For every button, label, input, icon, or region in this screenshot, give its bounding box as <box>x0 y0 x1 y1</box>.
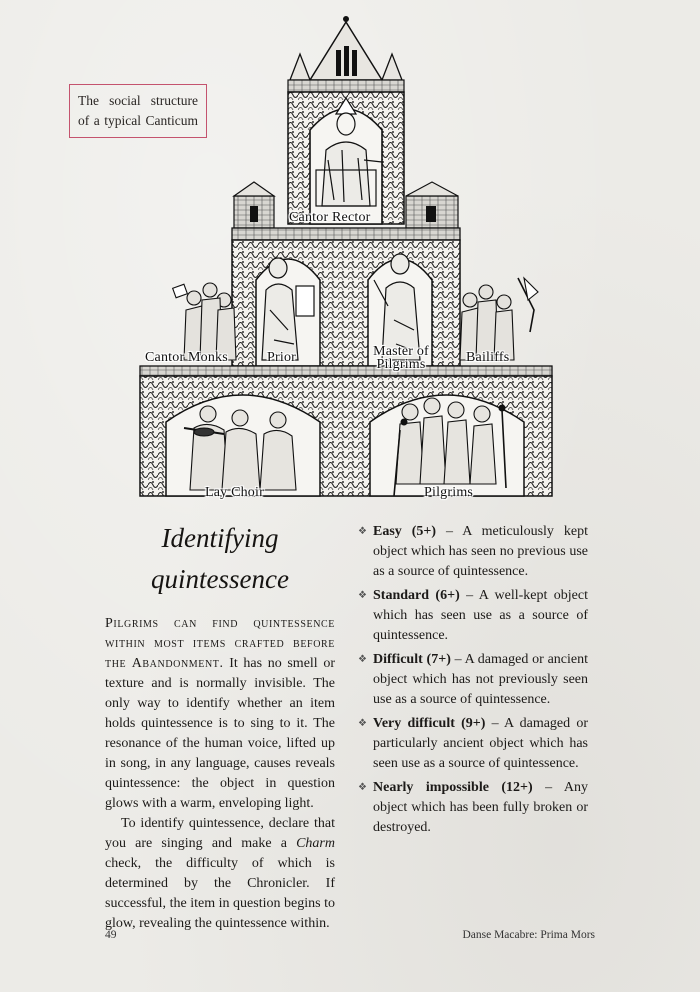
intro-lead-smallcaps: Pilgrims can find quintessence within most items crafted before the Abandonment. <box>105 616 335 671</box>
procedure-start: To identify quintessence, declare that you are singing and make a <box>105 816 335 851</box>
page-number: 49 <box>105 929 117 941</box>
right-text-column <box>358 522 588 842</box>
difficulty-list <box>358 522 588 838</box>
difficulty-item <box>358 522 588 582</box>
label-master-of-pilgrims-line1: Master of <box>373 344 429 359</box>
difficulty-text: – A damaged or particularly ancient object which has seen use as a source of quintessence. <box>373 716 589 771</box>
difficulty-label: Very difficult (9+) <box>373 716 486 731</box>
label-master-of-pilgrims <box>366 345 436 371</box>
label-prior: Prior <box>267 350 296 365</box>
difficulty-item <box>358 650 588 710</box>
charm-skill: Charm <box>296 836 335 851</box>
diamond-bullet-icon: ❖ <box>358 782 367 793</box>
figure-caption: The social structure of a typical Canticum <box>69 84 207 138</box>
procedure-end: check, the difficulty of which is determined by the Chronicler. If successful, the item in question begins to glow, revealing the quintessence within. <box>105 856 335 931</box>
diamond-bullet-icon: ❖ <box>358 526 367 537</box>
difficulty-item <box>358 778 588 838</box>
section-heading: Identifying quintessence <box>151 523 289 594</box>
canticum-hierarchy-illustration <box>138 10 558 505</box>
procedure-paragraph <box>105 814 335 934</box>
difficulty-label: Nearly impossible (12+) <box>373 780 533 795</box>
difficulty-text: – A well-kept object which has seen use as a source of quintessence. <box>373 588 588 643</box>
difficulty-text: – A damaged or ancient object which has not previously seen use as a source of quintessence. <box>373 652 588 707</box>
difficulty-item <box>358 714 588 774</box>
difficulty-text: – A meticulously kept object which has seen no previous use as a source of quintessence. <box>373 524 588 579</box>
difficulty-text: – Any object which has been fully broken or destroyed. <box>373 780 588 835</box>
top-tower <box>288 16 404 224</box>
difficulty-label: Difficult (7+) <box>373 652 451 667</box>
label-cantor-rector: Cantor Rector <box>289 210 371 225</box>
diamond-bullet-icon: ❖ <box>358 590 367 601</box>
label-master-of-pilgrims-line2: Pilgrims <box>376 357 426 372</box>
label-lay-choir: Lay Choir <box>205 485 264 500</box>
difficulty-label: Easy (5+) <box>373 524 437 539</box>
difficulty-item <box>358 586 588 646</box>
bottom-tier-arcade <box>140 366 552 496</box>
difficulty-label: Standard (6+) <box>373 588 460 603</box>
label-cantor-monks: Cantor Monks <box>145 350 228 365</box>
running-footer-title: Danse Macabre: Prima Mors <box>462 929 595 941</box>
diamond-bullet-icon: ❖ <box>358 654 367 665</box>
intro-paragraph <box>105 614 335 814</box>
label-pilgrims: Pilgrims <box>424 485 474 500</box>
label-bailiffs: Bailiffs <box>466 350 510 365</box>
diamond-bullet-icon: ❖ <box>358 718 367 729</box>
left-text-column <box>105 518 335 934</box>
intro-rest: It has no smell or texture and is normally invisible. The only way to identify whether an item holds quintessence is to sing to it. The resonance of the human voice, lifted up in song, in any language, causes reveals quintessence: the object in question glows with a warm, enveloping light. <box>105 656 335 811</box>
